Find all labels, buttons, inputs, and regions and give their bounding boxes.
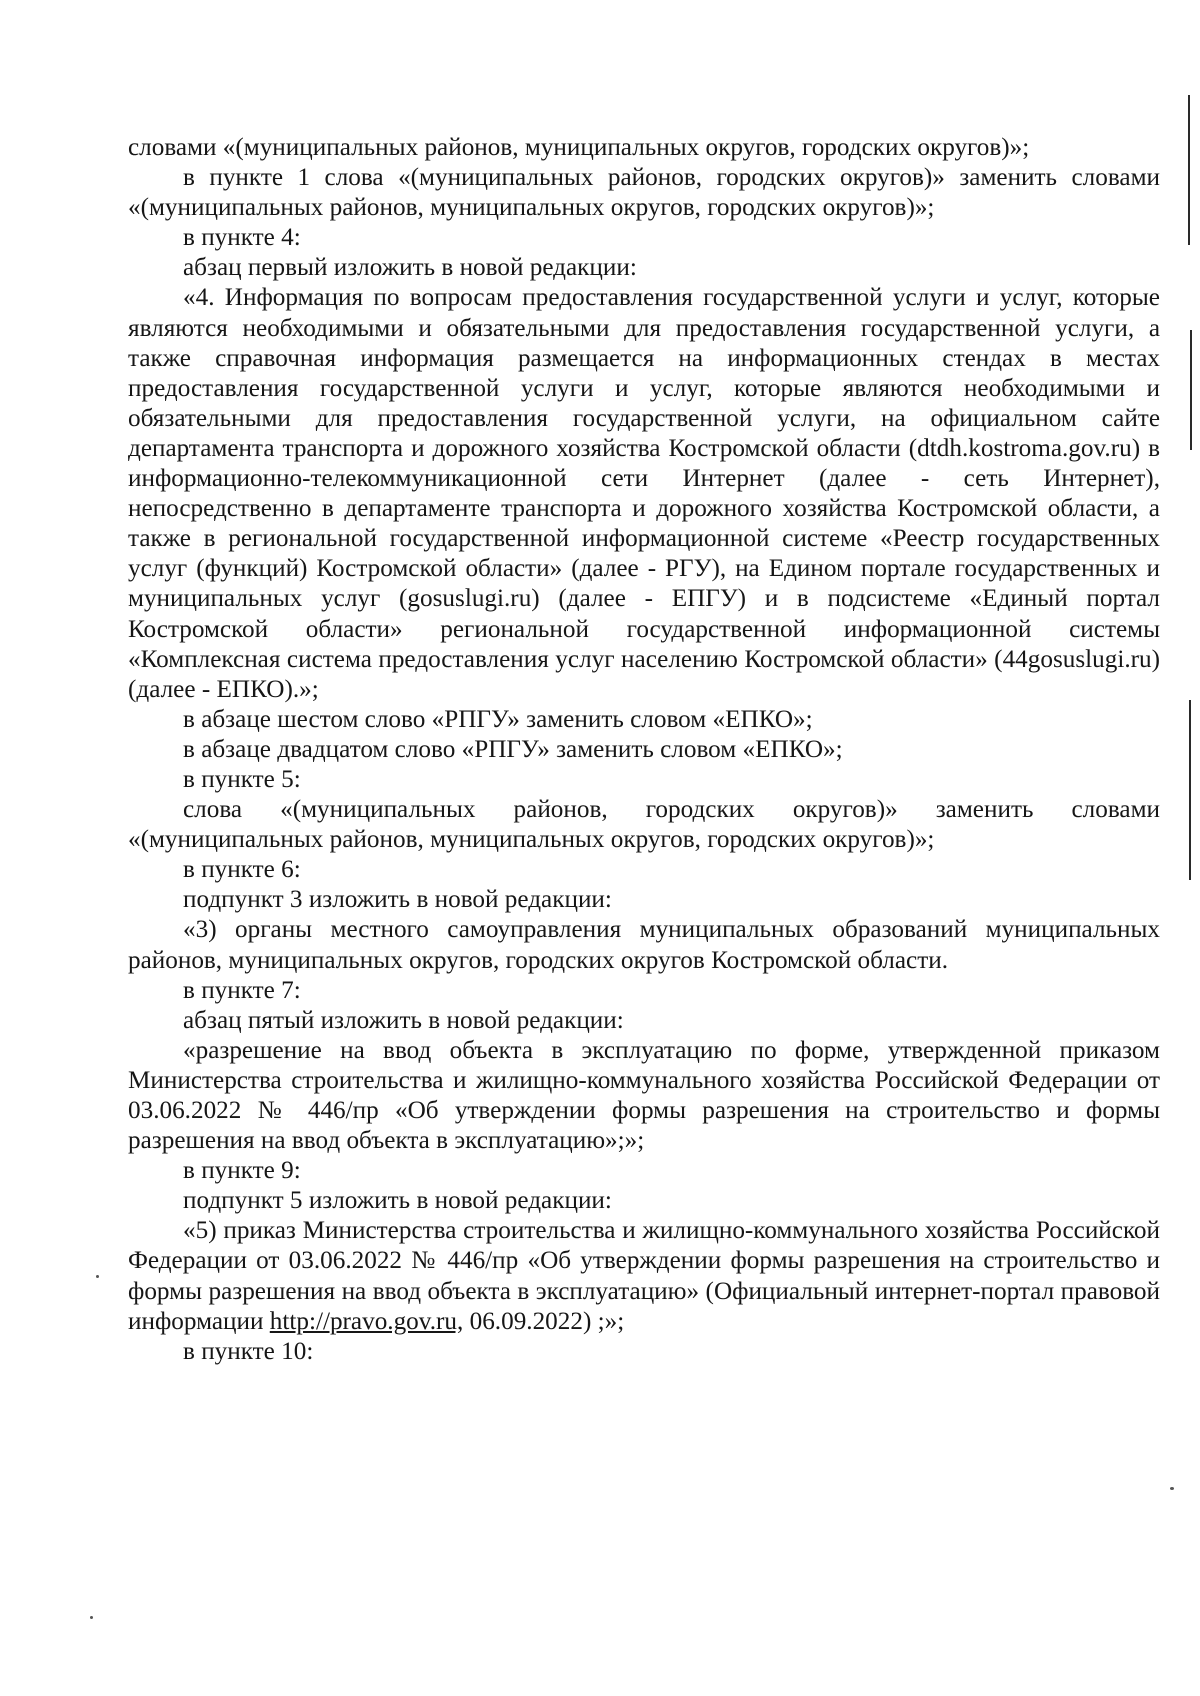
paragraph-1: словами «(муниципальных районов, муниципальных округов, городских округов)»; [128,134,1030,161]
paragraph-6: в абзаце шестом слово «РПГУ» заменить словом «ЕПКО»; [183,705,813,733]
paragraph-4: абзац первый изложить в новой редакции: [183,254,637,282]
scan-speck [1170,1487,1174,1490]
paragraph-2: в пункте 1 слова «(муниципальных районов, городских округов)» заменить словами «(муниципальных районов, муниципальных округов, городских округов)»; [128,164,1160,222]
paragraph-9: слова «(муниципальных районов, городских округов)» заменить словами «(муниципальных районов, муниципальных округов, городских округов)»; [128,796,1160,854]
paragraph-11: подпункт 3 изложить в новой редакции: [183,886,612,914]
paragraph-8: в пункте 5: [183,765,301,793]
paragraph-18 [128,1216,1160,1336]
paragraph-19: в пункте 10: [183,1337,314,1365]
scan-speck [96,1275,99,1278]
scan-speck [90,1616,93,1619]
paragraph-13: в пункте 7: [183,976,301,1004]
scan-edge-mark [1188,95,1190,245]
scan-edge-mark [1190,330,1192,450]
paragraph-3: в пункте 4: [183,224,301,252]
paragraph-16: в пункте 9: [183,1157,301,1185]
paragraph-18-text-before: «5) приказ Министерства строительства и жилищно-коммунального хозяйства Российской Федерации от 03.06.2022 № 446/пр «Об утверждении формы разрешения на строительство и формы разрешения на ввод объекта в эксплуатацию» (Официальный интернет-портал правовой информации [128,1217,1160,1335]
paragraph-15: «разрешение на ввод объекта в эксплуатацию по форме, утвержденной приказом Министерства строительства и жилищно-коммунального хозяйства Российской Федерации от 03.06.2022 № 446/пр «Об утверждении формы разрешения на строительство и формы разрешения на ввод объекта в эксплуатацию»;»; [128,1036,1160,1155]
pravo-link[interactable]: http://pravo.gov.ru, [269,1307,464,1335]
paragraph-14: абзац пятый изложить в новой редакции: [183,1006,624,1034]
document-page [128,133,1160,1367]
paragraph-12: «3) органы местного самоуправления муниципальных образований муниципальных районов, муниципальных округов, городских округов Костромской области. [128,916,1160,974]
paragraph-18-text-after: 06.09.2022) ;»; [463,1307,625,1335]
paragraph-7: в абзаце двадцатом слово «РПГУ» заменить словом «ЕПКО»; [183,735,843,763]
scan-edge-mark [1189,700,1191,880]
paragraph-17: подпункт 5 изложить в новой редакции: [183,1187,612,1215]
paragraph-5: «4. Информация по вопросам предоставления государственной услуги и услуг, которые являются необходимыми и обязательными для предоставления государственной услуги, а также справочная информация размещается на информационных стендах в местах предоставления государственной услуги и услуг, которые являются необходимыми и обязательными для предоставления государственной услуги, на официальном сайте департамента транспорта и дорожного хозяйства Костромской области (dtdh.kostroma.gov.ru) в информационно-телекоммуникационной сети Интернет (далее - сеть Интернет), непосредственно в департаменте транспорта и дорожного хозяйства Костромской области, а также в региональной государственной информационной системе «Реестр государственных услуг (функций) Костромской области» (далее - РГУ), на Едином портале государственных и муниципальных услуг (gosuslugi.ru) (далее - ЕПГУ) и в подсистеме «Единый портал Костромской области» региональной государственной информационной системы «Комплексная система предоставления услуг населению Костромской области» (44gosuslugi.ru) (далее - ЕПКО).»; [128,284,1160,703]
paragraph-10: в пункте 6: [183,856,301,884]
